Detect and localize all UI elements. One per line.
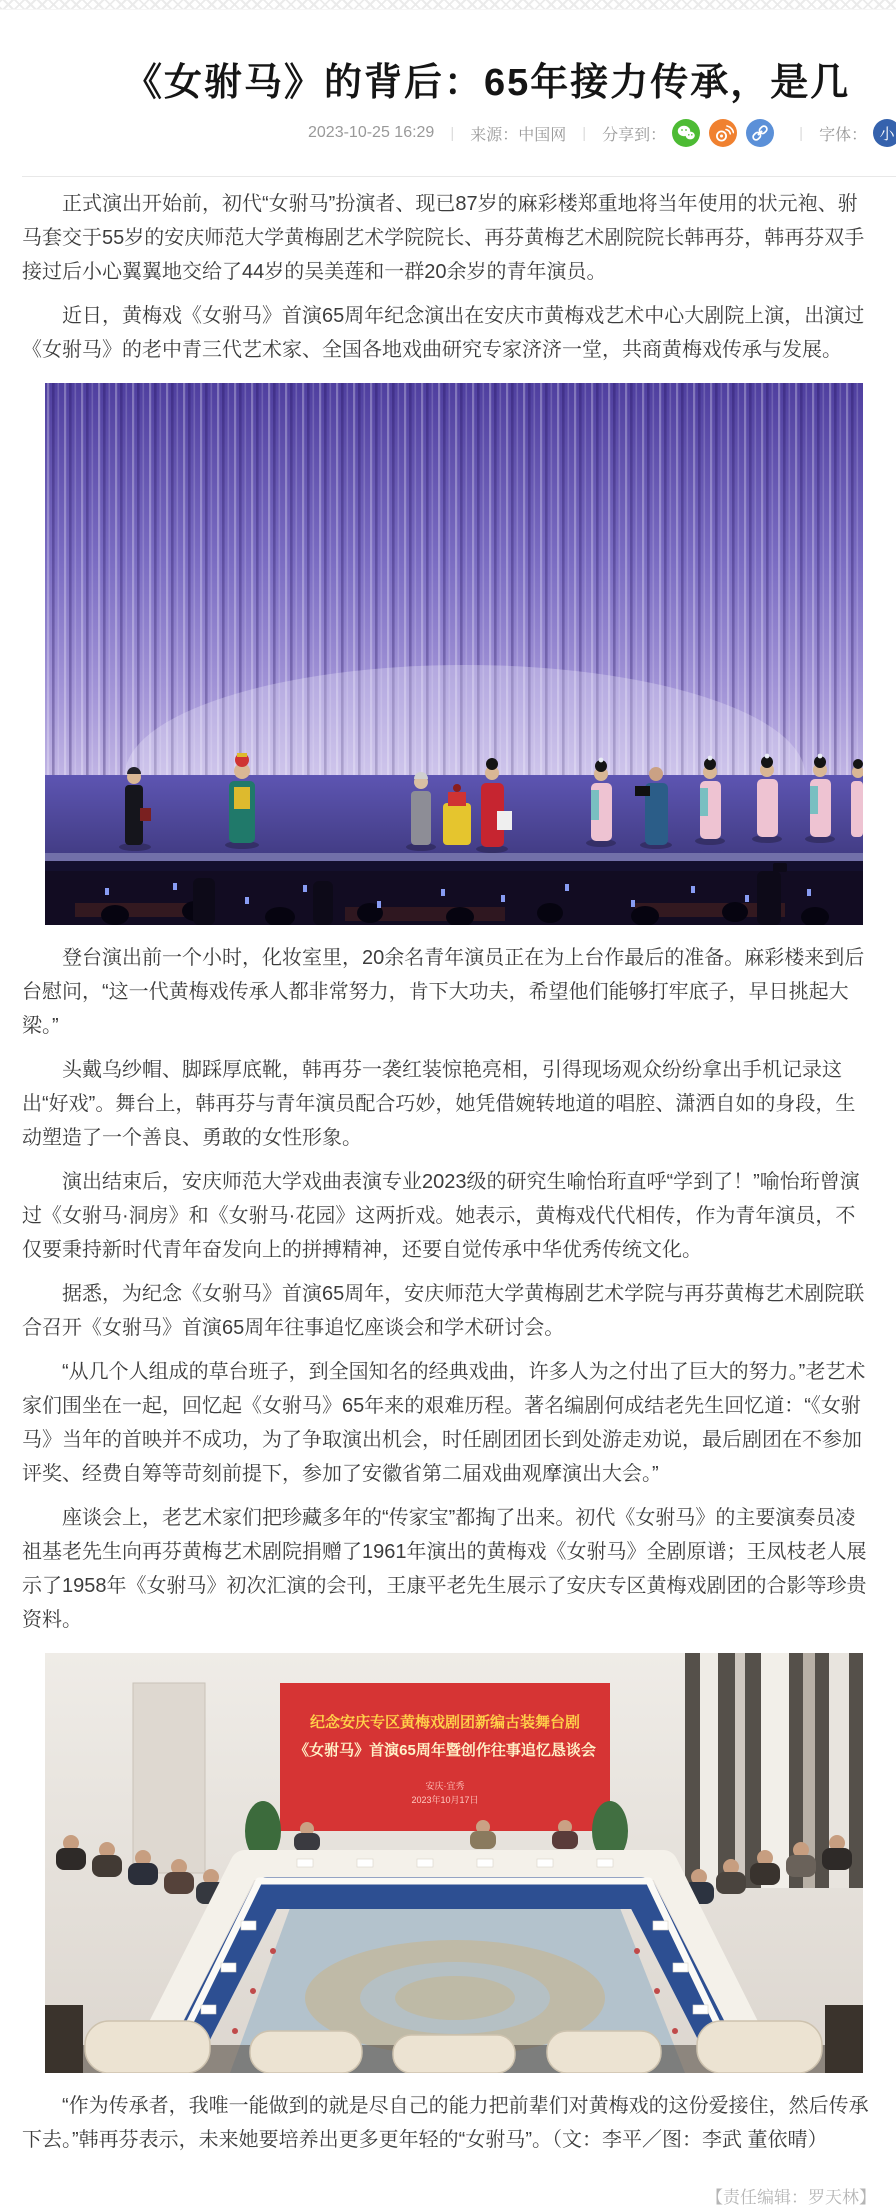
paragraph: “从几个人组成的草台班子，到全国知名的经典戏曲，许多人为之付出了巨大的努力。”老艺术家们围坐在一起，回忆起《女驸马》65年来的艰难历程。著名编剧何成结老先生回忆道：“《女驸马》当年的首映并不成功，为了争取演出机会，时任剧团团长到处游走劝说，最后剧团在不参加评奖、经费自筹等苛刻前提下，参加了安徽省第二届戏曲观摩演出大会。”: [22, 1361, 866, 1485]
paragraph: “作为传承者，我唯一能做到的就是尽自己的能力把前辈们对黄梅戏的这份爱接住，然后传承下去。”韩再芬表示，未来她要培养出更多更年轻的“女驸马”。（文：李平／图：李武 董依晴）: [22, 2095, 869, 2151]
wechat-icon: [675, 122, 697, 144]
meta-separator: |: [582, 124, 587, 142]
paragraph: 演出结束后，安庆师范大学戏曲表演专业2023级的研究生喻怡珩直呼“学到了！”喻怡珩曾演过《女驸马·洞房》和《女驸马·花园》这两折戏。她表示，黄梅戏代代相传，作为青年演员，不仅要秉持新时代青年奋发向上的拼搏精神，还要自觉传承中华优秀传统文化。: [22, 1171, 860, 1261]
paragraph: 头戴乌纱帽、脚踩厚底靴，韩再芬一袭红装惊艳亮相，引得现场观众纷纷拿出手机记录这出“好戏”。舞台上，韩再芬与青年演员配合巧妙，她凭借婉转地道的唱腔、潇洒自如的身段，生动塑造了一个善良、勇敢的女性形象。: [22, 1059, 856, 1149]
editor-credit: 【责任编辑：罗天林】: [706, 2188, 876, 2207]
source-label: 来源：中国网: [470, 126, 567, 144]
paragraph: 据悉，为纪念《女驸马》首演65周年，安庆师范大学黄梅剧艺术学院与再芬黄梅艺术剧院联合召开《女驸马》首演65周年往事追忆座谈会和学术研讨会。: [22, 1283, 865, 1339]
stage-performance-photo: [45, 383, 863, 925]
top-zigzag-strip: [0, 0, 896, 10]
symposium-photo-graphic: [45, 1653, 863, 2073]
article-body: [22, 187, 875, 2157]
banner-line1: 纪念安庆专区黄梅戏剧团新编古装舞台剧: [309, 1714, 581, 1731]
share-label: 分享到：: [602, 126, 667, 144]
share-link-button[interactable]: [746, 119, 774, 147]
symposium-photo: [45, 1653, 863, 2073]
header-divider: [22, 176, 896, 177]
paragraph: 近日，黄梅戏《女驸马》首演65周年纪念演出在安庆市黄梅戏艺术中心大剧院上演，出演过《女驸马》的老中青三代艺术家、全国各地戏曲研究专家济济一堂，共商黄梅戏传承与发展。: [22, 305, 865, 361]
paragraph: 座谈会上，老艺术家们把珍藏多年的“传家宝”都掏了出来。初代《女驸马》的主要演奏员凌祖基老先生向再芬黄梅艺术剧院捐赠了1961年演出的黄梅戏《女驸马》全剧原谱；王凤枝老人展示了1958年《女驸马》初次汇演的会刊，王康平老先生展示了安庆专区黄梅戏剧团的合影等珍贵资料。: [22, 1507, 867, 1631]
link-icon: [749, 122, 771, 144]
paragraph: 正式演出开始前，初代“女驸马”扮演者、现已87岁的麻彩楼郑重地将当年使用的状元袍、驸马套交于55岁的安庆师范大学黄梅剧艺术学院院长、再芬黄梅艺术剧院院长韩再芬，韩再芬双手接过后小心翼翼地交给了44岁的吴美莲和一群20余岁的青年演员。: [22, 193, 865, 283]
banner-sub2: 2023年10月17日: [411, 1795, 479, 1805]
font-size-small-button[interactable]: 小: [873, 119, 896, 147]
stage-photo-graphic: [45, 383, 863, 925]
share-wechat-button[interactable]: [672, 119, 700, 147]
share-weibo-button[interactable]: [709, 119, 737, 147]
article-meta-bar: [308, 118, 896, 148]
publish-datetime: 2023-10-25 16:29: [308, 124, 435, 141]
meta-separator: |: [450, 124, 455, 142]
weibo-icon: [712, 122, 734, 144]
page-title: 《女驸马》的背后：65年接力传承，是几: [124, 62, 851, 104]
paragraph: 登台演出前一个小时，化妆室里，20余名青年演员正在为上台作最后的准备。麻彩楼来到后台慰问，“这一代黄梅戏传承人都非常努力，肯下大功夫，希望他们能够打牢底子，早日挑起大梁。”: [22, 947, 865, 1037]
banner-sub1: 安庆·宜秀: [425, 1781, 465, 1791]
meta-separator: |: [799, 124, 804, 142]
font-size-label: 字体：: [819, 126, 868, 144]
banner-line2: 《女驸马》首演65周年暨创作往事追忆恳谈会: [294, 1742, 596, 1759]
